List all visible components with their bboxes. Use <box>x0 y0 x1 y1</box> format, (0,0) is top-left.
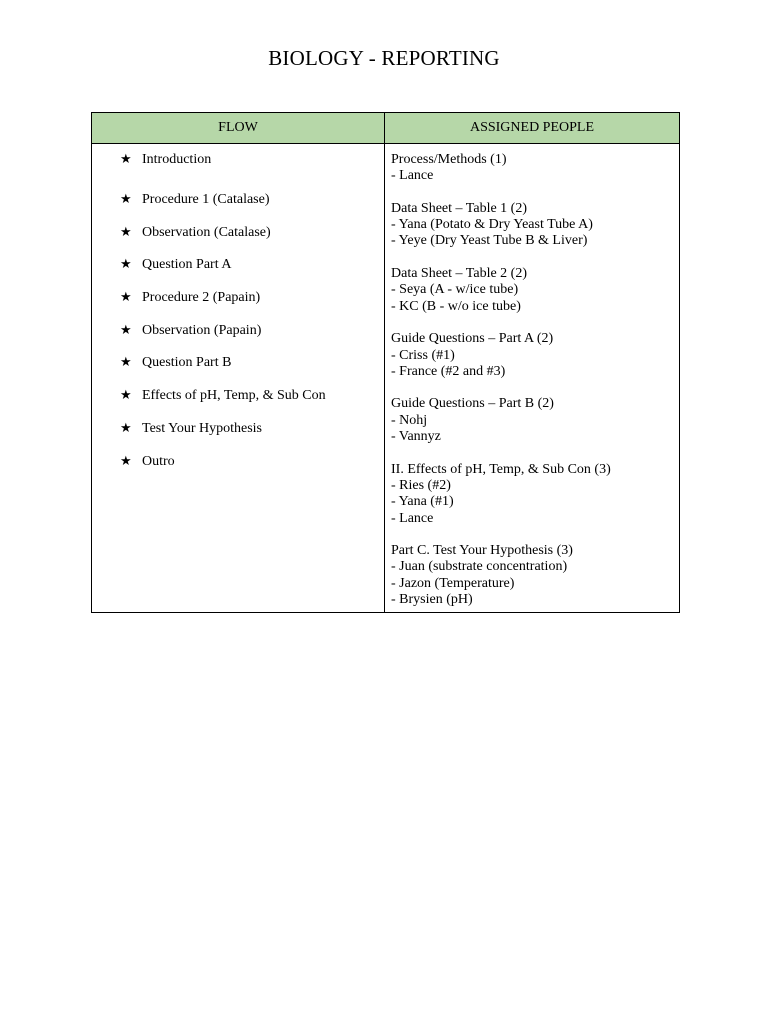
flow-item-label: Question Part A <box>142 257 232 273</box>
assigned-person: - France (#2 and #3) <box>391 363 506 379</box>
star-bullet-icon: ★ <box>120 290 132 306</box>
flow-column-header: FLOW <box>92 113 385 144</box>
assignment-group <box>391 543 679 608</box>
flow-item-label: Outro <box>142 453 175 469</box>
star-bullet-icon: ★ <box>120 453 132 469</box>
flow-item-label: Introduction <box>142 151 212 167</box>
reporting-table <box>91 112 680 613</box>
star-bullet-icon: ★ <box>120 322 132 338</box>
assignment-group <box>391 462 679 527</box>
assigned-person: - Yana (Potato & Dry Yeast Tube A) <box>391 217 593 233</box>
assignment-group <box>391 152 679 185</box>
assignment-group <box>391 201 679 250</box>
assigned-person: - Juan (substrate concentration) <box>391 559 568 575</box>
flow-cell <box>92 144 385 613</box>
star-bullet-icon: ★ <box>120 224 132 240</box>
star-bullet-icon: ★ <box>120 257 132 273</box>
flow-item-label: Procedure 2 (Papain) <box>142 290 261 306</box>
assigned-person: - Lance <box>391 168 434 184</box>
assigned-person: - KC (B - w/o ice tube) <box>391 298 521 314</box>
flow-item-label: Test Your Hypothesis <box>142 420 262 436</box>
star-bullet-icon: ★ <box>120 420 132 436</box>
assignment-group <box>391 266 679 315</box>
assignment-heading: Guide Questions – Part B (2) <box>391 396 554 412</box>
flow-list-item <box>120 249 384 282</box>
assigned-people-cell <box>385 144 680 613</box>
flow-item-label: Observation (Papain) <box>142 322 262 338</box>
flow-list-item <box>120 216 384 249</box>
star-bullet-icon: ★ <box>120 388 132 404</box>
assignment-group <box>391 396 679 445</box>
flow-item-label: Question Part B <box>142 355 232 371</box>
assigned-person: - Seya (A - w/ice tube) <box>391 282 519 298</box>
assigned-person: - Nohj <box>391 412 428 428</box>
assignment-heading: Part C. Test Your Hypothesis (3) <box>391 543 573 559</box>
assigned-person: - Yana (#1) <box>391 494 454 510</box>
assigned-person: - Vannyz <box>391 429 441 445</box>
assigned-person: - Lance <box>391 510 434 526</box>
assignment-heading: Data Sheet – Table 1 (2) <box>391 200 527 216</box>
assigned-person: - Ries (#2) <box>391 477 451 493</box>
assignment-heading: Process/Methods (1) <box>391 152 507 167</box>
table-row <box>92 144 680 613</box>
assigned-person: - Brysien (pH) <box>391 592 473 608</box>
page-title: BIOLOGY - REPORTING <box>268 46 500 70</box>
assigned-person: - Jazon (Temperature) <box>391 575 515 591</box>
table-header-row <box>92 113 680 144</box>
flow-list-item <box>120 314 384 347</box>
star-bullet-icon: ★ <box>120 151 132 167</box>
assignment-heading: Guide Questions – Part A (2) <box>391 331 554 347</box>
flow-list-item <box>120 184 384 217</box>
flow-list-item <box>120 282 384 315</box>
flow-list-item <box>120 347 384 380</box>
flow-item-label: Effects of pH, Temp, & Sub Con <box>142 388 326 404</box>
flow-list-item <box>120 413 384 446</box>
assigned-person: - Yeye (Dry Yeast Tube B & Liver) <box>391 233 588 249</box>
star-bullet-icon: ★ <box>120 355 132 371</box>
flow-list-item <box>120 151 384 168</box>
assigned-person: - Criss (#1) <box>391 347 455 363</box>
flow-item-label: Observation (Catalase) <box>142 224 271 240</box>
flow-list-item <box>120 445 384 478</box>
assignment-heading: II. Effects of pH, Temp, & Sub Con (3) <box>391 461 611 477</box>
assignment-group <box>391 331 679 380</box>
assigned-people-column-header: ASSIGNED PEOPLE <box>385 113 680 144</box>
flow-list <box>120 151 384 478</box>
flow-item-label: Procedure 1 (Catalase) <box>142 192 270 208</box>
flow-list-item <box>120 380 384 413</box>
assignment-heading: Data Sheet – Table 2 (2) <box>391 266 527 282</box>
star-bullet-icon: ★ <box>120 192 132 208</box>
